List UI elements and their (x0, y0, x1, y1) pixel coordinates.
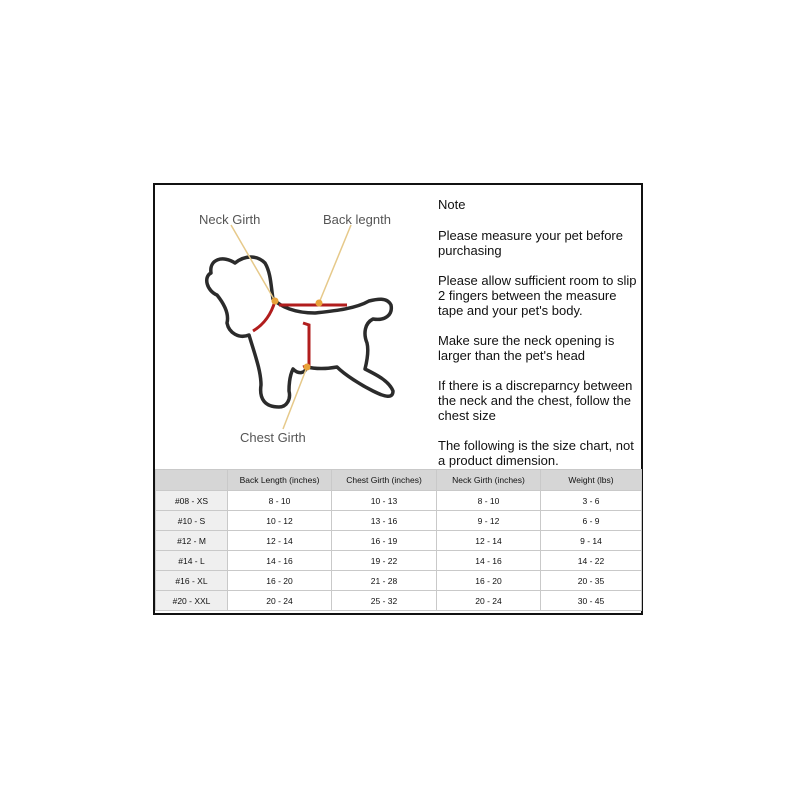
note-item: The following is the size chart, not a product dimension. (438, 438, 634, 468)
chest-marker-dot (304, 364, 311, 371)
weight-cell: 3 - 6 (541, 491, 642, 511)
table-header-weight: Weight (lbs) (541, 470, 642, 491)
weight-cell: 6 - 9 (541, 511, 642, 531)
chest-girth-label: Chest Girth (240, 430, 306, 445)
note-item: Please measure your pet before purchasing (438, 228, 623, 258)
chest-girth-cell: 19 - 22 (332, 551, 437, 571)
back-length-cell: 20 - 24 (228, 591, 332, 611)
size-cell: #10 - S (156, 511, 228, 531)
size-table (155, 469, 642, 611)
note-item: Make sure the neck opening is larger than the pet's head (438, 333, 615, 363)
dog-illustration (155, 185, 435, 469)
neck-girth-cell: 9 - 12 (437, 511, 541, 531)
table-row (156, 491, 642, 511)
weight-cell: 30 - 45 (541, 591, 642, 611)
table-row (156, 591, 642, 611)
table-header-neck-girth: Neck Girth (inches) (437, 470, 541, 491)
neck-girth-cell: 12 - 14 (437, 531, 541, 551)
back-length-cell: 10 - 12 (228, 511, 332, 531)
chest-girth-cell: 16 - 19 (332, 531, 437, 551)
size-cell: #12 - M (156, 531, 228, 551)
note-item: Please allow sufficient room to slip 2 fingers between the measure tape and your pet's body. (438, 273, 637, 318)
neck-girth-label: Neck Girth (199, 212, 261, 227)
chest-girth-pointer (283, 367, 307, 429)
size-cell: #08 - XS (156, 491, 228, 511)
chest-girth-cell: 21 - 28 (332, 571, 437, 591)
weight-cell: 9 - 14 (541, 531, 642, 551)
size-cell: #16 - XL (156, 571, 228, 591)
back-length-label: Back legnth (323, 212, 391, 227)
neck-girth-cell: 14 - 16 (437, 551, 541, 571)
dog-measurement-diagram (155, 185, 435, 469)
table-header-row (156, 470, 642, 491)
table-row (156, 531, 642, 551)
weight-cell: 20 - 35 (541, 571, 642, 591)
size-cell: #20 - XXL (156, 591, 228, 611)
back-marker-dot (316, 300, 323, 307)
back-length-cell: 14 - 16 (228, 551, 332, 571)
back-length-pointer (319, 225, 351, 303)
table-row (156, 551, 642, 571)
notes-panel (438, 197, 643, 483)
size-cell: #14 - L (156, 551, 228, 571)
neck-girth-cell: 16 - 20 (437, 571, 541, 591)
table-header-chest-girth: Chest Girth (inches) (332, 470, 437, 491)
back-length-cell: 8 - 10 (228, 491, 332, 511)
table-header-corner (156, 470, 228, 491)
neck-girth-cell: 20 - 24 (437, 591, 541, 611)
weight-cell: 14 - 22 (541, 551, 642, 571)
chest-girth-cell: 25 - 32 (332, 591, 437, 611)
chest-girth-cell: 10 - 13 (332, 491, 437, 511)
back-length-cell: 16 - 20 (228, 571, 332, 591)
table-row (156, 511, 642, 531)
size-chart-card (153, 183, 643, 615)
back-length-cell: 12 - 14 (228, 531, 332, 551)
neck-girth-cell: 8 - 10 (437, 491, 541, 511)
table-header-back-length: Back Length (inches) (228, 470, 332, 491)
chest-girth-cell: 13 - 16 (332, 511, 437, 531)
neck-girth-line (253, 301, 275, 331)
neck-marker-dot (272, 298, 279, 305)
notes-title: Note (438, 197, 466, 212)
note-item: If there is a discreparncy between the neck and the chest, follow the chest size (438, 378, 633, 423)
table-row (156, 571, 642, 591)
chest-girth-line (303, 323, 309, 367)
